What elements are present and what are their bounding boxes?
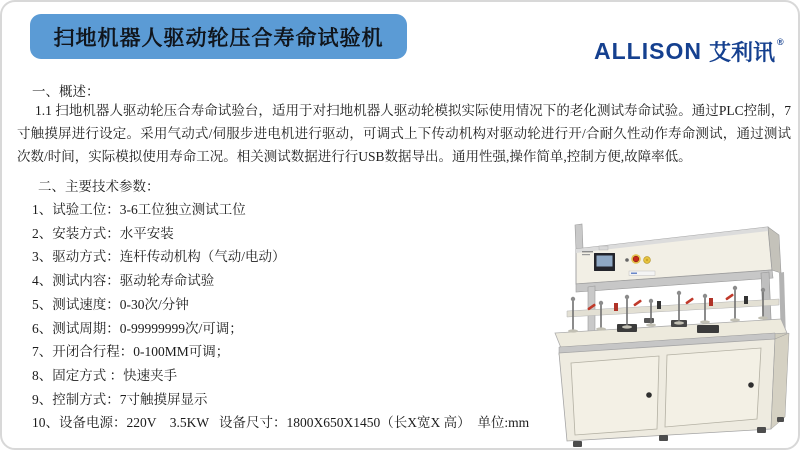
parameter-item: 3、驱动方式：连杆传动机构（气动/电动） [32,249,286,265]
parameter-item: 6、测试周期：0-99999999次/可调； [32,320,243,336]
parameter-item: 9、控制方式：7寸触摸屏显示 [32,391,208,407]
brand-logo-latin: ALLISON [594,37,702,64]
testing-machine-illustration [539,191,800,450]
parameter-item: 5、测试速度：0-30次/分钟 [32,296,189,312]
parameter-item: 8、固定方式 ：快速夹手 [32,367,178,383]
machine-photo [539,191,800,450]
brand-logo-cjk: 艾利讯 [708,39,775,65]
overview-paragraph: 1.1 扫地机器人驱动轮压合寿命试验台，适用于对扫地机器人驱动轮模拟实际使用情况下的老化测试寿命试验。通过PLC控制，7寸触摸屏进行设定。采用气动式/伺服步进电机进行驱动，可调式上下传动机构对驱动轮进行开/合耐久性动作寿命测试，通过测试次数/时间，实际模拟使用寿命工况。相关测试数据进行行USB数据导出。通用性强,操作简单,控制方便,故障率低。 [17,103,791,164]
brand-logo [594,38,784,64]
page-title-text: 扫地机器人驱动轮压合寿命试验机 [53,25,384,50]
parameter-item: 4、测试内容：驱动轮寿命试验 [32,273,215,289]
parameter-item: 7、开闭合行程：0-100MM可调； [32,344,230,360]
registered-trademark-icon: ® [776,37,784,47]
overview-heading: 一、概述： [32,84,100,99]
parameter-item: 2、安装方式：水平安装 [32,225,174,241]
parameters-heading: 二、主要技术参数： [38,179,160,194]
page-title [30,14,407,59]
parameter-item: 1、试验工位：3-6工位独立测试工位 [32,202,246,217]
parameter-item: 10、设备电源：220V 3.5KW 设备尺寸：1800X650X1450（长X宽X 高） 单位:mm [32,415,530,431]
